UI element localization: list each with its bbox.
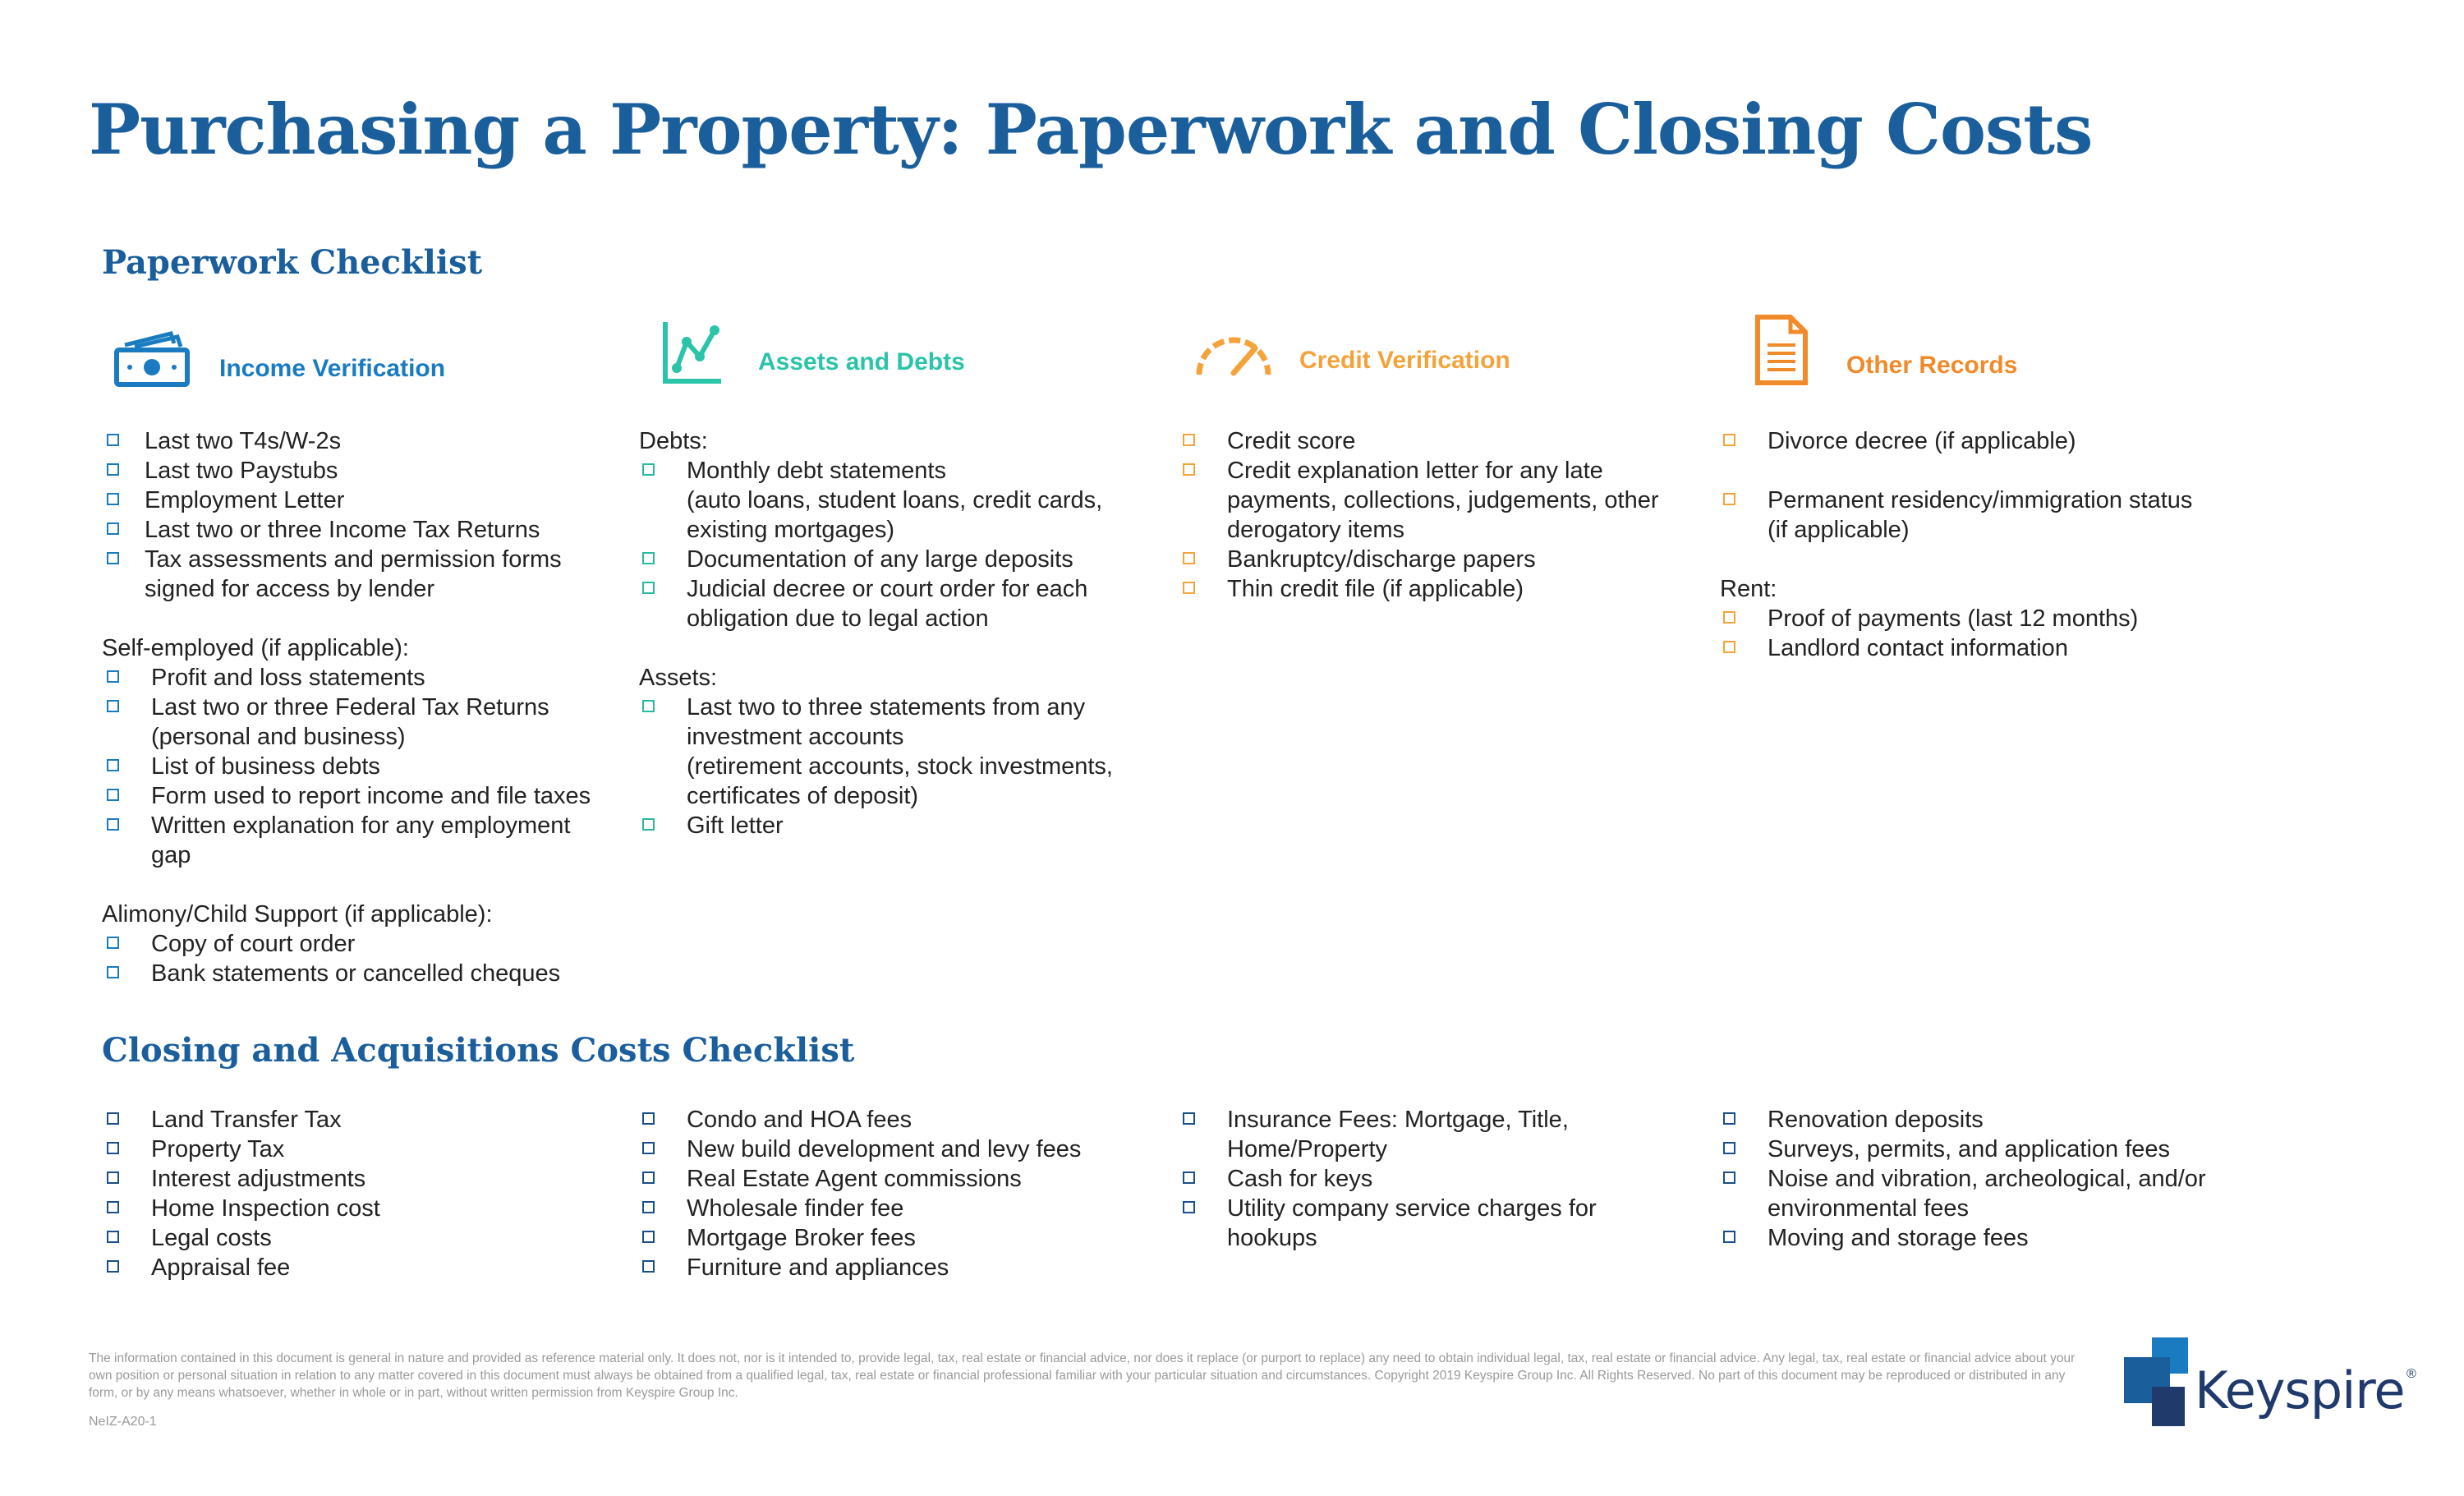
checkbox[interactable] <box>1183 582 1195 594</box>
list-item: Appraisal fee <box>107 1253 632 1282</box>
list-item: Land Transfer Tax <box>107 1105 632 1135</box>
page-title: Purchasing a Property: Paperwork and Closing Costs <box>89 89 2093 170</box>
checkbox[interactable] <box>642 463 655 476</box>
list-item: Utility company service charges for <box>1183 1194 1708 1223</box>
assets-heading: Assets: <box>639 665 718 691</box>
list-item-continuation: (retirement accounts, stock investments, <box>687 753 1113 780</box>
document-code: NeIZ-A20-1 <box>89 1415 157 1429</box>
checkbox[interactable] <box>642 1112 655 1125</box>
list-item-continuation: (if applicable) <box>1768 517 1910 543</box>
checkbox[interactable] <box>642 552 655 564</box>
category-assets-label: Assets and Debts <box>758 348 965 375</box>
disclaimer: The information contained in this document is general in nature and provided as reference material only. It does not, nor is it intended to, provide legal, tax, real estate or financial advice, nor does it replace (or purport to replace) any need to obtain individual legal, tax, real estate or financial advice. Any legal, tax, real estate or financial advice about your own position or personal situation in relation to any matter covered in this document must always be obtained from a qualified legal, tax, real estate or financial professional familiar with your particular situation and circumstances. Copyright 2019 Keyspire Group Inc. All Rights Reserved. No part of this document may be reproduced or distributed in any form, or by any means whatsoever, whether in whole or in part, without written permission from Keyspire Group Inc. <box>89 1351 2076 1400</box>
checkbox[interactable] <box>1183 1171 1195 1184</box>
list-item: Condo and HOA fees <box>642 1105 1168 1135</box>
list-item: Home Inspection cost <box>107 1194 632 1223</box>
rent-heading: Rent: <box>1720 576 1777 602</box>
money-icon <box>113 330 192 388</box>
list-item: Tax assessments and permission forms <box>107 545 632 574</box>
list-item-continuation: gap <box>151 842 191 868</box>
list-item: New build development and levy fees <box>642 1135 1168 1164</box>
category-credit-label: Credit Verification <box>1299 347 1510 374</box>
checkbox[interactable] <box>107 700 119 712</box>
checkbox[interactable] <box>107 789 119 801</box>
checkbox[interactable] <box>107 1112 119 1125</box>
list-item: Wholesale finder fee <box>642 1194 1168 1223</box>
list-item: Renovation deposits <box>1723 1105 2298 1135</box>
checkbox[interactable] <box>1183 1112 1195 1125</box>
list-item-continuation: environmental fees <box>1768 1195 1970 1222</box>
list-item: Surveys, permits, and application fees <box>1723 1135 2298 1164</box>
checkbox[interactable] <box>107 759 119 771</box>
checkbox[interactable] <box>1723 611 1735 624</box>
list-item-continuation: derogatory items <box>1227 517 1404 543</box>
list-item-continuation: (personal and business) <box>151 724 406 750</box>
list-item: Judicial decree or court order for each <box>642 574 1168 604</box>
document-icon <box>1754 314 1809 386</box>
category-other-label: Other Records <box>1846 352 2018 379</box>
checkbox[interactable] <box>642 1142 655 1154</box>
list-item: Form used to report income and file taxes <box>107 781 632 811</box>
checkbox[interactable] <box>1723 1142 1735 1154</box>
list-item: Last two Paystubs <box>107 456 632 486</box>
list-item: Cash for keys <box>1183 1164 1708 1194</box>
list-item-continuation: certificates of deposit) <box>687 783 919 809</box>
list-item: Thin credit file (if applicable) <box>1183 574 1708 604</box>
checkbox[interactable] <box>107 1260 119 1273</box>
checkbox[interactable] <box>107 1171 119 1184</box>
list-item: Documentation of any large deposits <box>642 545 1168 574</box>
debts-heading: Debts: <box>639 428 708 454</box>
list-item: Written explanation for any employment <box>107 811 632 840</box>
checkbox[interactable] <box>107 493 119 505</box>
list-item: Interest adjustments <box>107 1164 632 1194</box>
checkbox[interactable] <box>642 1171 655 1184</box>
keyspire-logo-mark <box>2124 1337 2206 1429</box>
category-income-label: Income Verification <box>219 355 446 382</box>
checkbox[interactable] <box>1723 1112 1735 1125</box>
list-item: Moving and storage fees <box>1723 1223 2298 1253</box>
list-item: Landlord contact information <box>1723 633 2249 663</box>
checkbox[interactable] <box>107 522 119 535</box>
checkbox[interactable] <box>107 1142 119 1154</box>
credit-column <box>1183 426 1708 604</box>
list-item: Credit score <box>1183 426 1708 456</box>
checkbox[interactable] <box>1183 1201 1195 1213</box>
checkbox[interactable] <box>1183 463 1195 476</box>
checkbox[interactable] <box>1723 1171 1735 1184</box>
list-item: Noise and vibration, archeological, and/or <box>1723 1164 2298 1194</box>
list-item: Gift letter <box>642 811 1168 840</box>
closing-column-2 <box>642 1105 1168 1282</box>
list-item-continuation: hookups <box>1227 1225 1317 1251</box>
list-item: Insurance Fees: Mortgage, Title, <box>1183 1105 1708 1135</box>
list-item: Employment Letter <box>107 486 632 515</box>
closing-heading: Closing and Acquisitions Costs Checklist <box>102 1031 855 1070</box>
checkbox[interactable] <box>107 966 119 978</box>
list-item: Furniture and appliances <box>642 1253 1168 1282</box>
checkbox[interactable] <box>107 463 119 476</box>
list-item: Real Estate Agent commissions <box>642 1164 1168 1194</box>
closing-column-3 <box>1183 1105 1708 1253</box>
list-item: Copy of court order <box>107 929 632 959</box>
list-item-continuation: existing mortgages) <box>687 517 895 543</box>
self-employed-heading: Self-employed (if applicable): <box>102 635 409 661</box>
list-item: Divorce decree (if applicable) <box>1723 426 2249 456</box>
assets-column <box>639 426 1168 840</box>
list-item: Last two T4s/W-2s <box>107 426 632 456</box>
checkbox[interactable] <box>642 700 655 712</box>
checkbox[interactable] <box>107 818 119 831</box>
checkbox[interactable] <box>642 582 655 594</box>
checkbox[interactable] <box>107 1231 119 1243</box>
checkbox[interactable] <box>642 1231 655 1243</box>
checkbox[interactable] <box>1723 493 1735 505</box>
income-column <box>102 426 632 988</box>
checkbox[interactable] <box>1183 434 1195 446</box>
checkbox[interactable] <box>1723 1231 1735 1243</box>
list-item-continuation: investment accounts <box>687 724 904 750</box>
checkbox[interactable] <box>107 434 119 446</box>
list-item: Last two to three statements from any <box>642 693 1168 722</box>
list-item: Property Tax <box>107 1135 632 1164</box>
list-item-continuation: obligation due to legal action <box>687 605 989 632</box>
checkbox[interactable] <box>107 552 119 564</box>
keyspire-wordmark: Keyspire <box>2195 1360 2405 1420</box>
checkbox[interactable] <box>642 1201 655 1213</box>
list-item-continuation: payments, collections, judgements, other <box>1227 487 1659 513</box>
checkbox[interactable] <box>1723 434 1735 446</box>
list-item: Monthly debt statements <box>642 456 1168 486</box>
checkbox[interactable] <box>642 818 655 831</box>
list-item: Bank statements or cancelled cheques <box>107 959 632 988</box>
checkbox[interactable] <box>107 670 119 683</box>
list-item: Profit and loss statements <box>107 663 632 693</box>
list-item: Legal costs <box>107 1223 632 1253</box>
keyspire-logo <box>2124 1337 2420 1429</box>
registered-mark: ® <box>2407 1367 2416 1381</box>
list-item-continuation: signed for access by lender <box>145 576 435 602</box>
checkbox[interactable] <box>107 1201 119 1213</box>
speedometer-icon <box>1193 329 1275 378</box>
list-item: Mortgage Broker fees <box>642 1223 1168 1253</box>
checkbox[interactable] <box>642 1260 655 1273</box>
paperwork-heading: Paperwork Checklist <box>102 243 483 282</box>
alimony-heading: Alimony/Child Support (if applicable): <box>102 901 493 928</box>
list-item: Proof of payments (last 12 months) <box>1723 604 2249 633</box>
list-item-continuation: (auto loans, student loans, credit cards, <box>687 487 1103 513</box>
list-item-continuation: Home/Property <box>1227 1136 1388 1162</box>
other-column <box>1720 426 2249 663</box>
closing-column-4 <box>1723 1105 2298 1253</box>
list-item: Last two or three Federal Tax Returns <box>107 693 632 722</box>
list-item: Credit explanation letter for any late <box>1183 456 1708 486</box>
checkbox[interactable] <box>1183 552 1195 564</box>
line-chart-icon <box>660 320 723 386</box>
list-item: List of business debts <box>107 752 632 781</box>
checkbox[interactable] <box>1723 641 1735 653</box>
closing-column-1 <box>107 1105 632 1282</box>
list-item: Last two or three Income Tax Returns <box>107 515 632 545</box>
checkbox[interactable] <box>107 937 119 949</box>
list-item: Bankruptcy/discharge papers <box>1183 545 1708 574</box>
list-item: Permanent residency/immigration status <box>1723 486 2249 515</box>
